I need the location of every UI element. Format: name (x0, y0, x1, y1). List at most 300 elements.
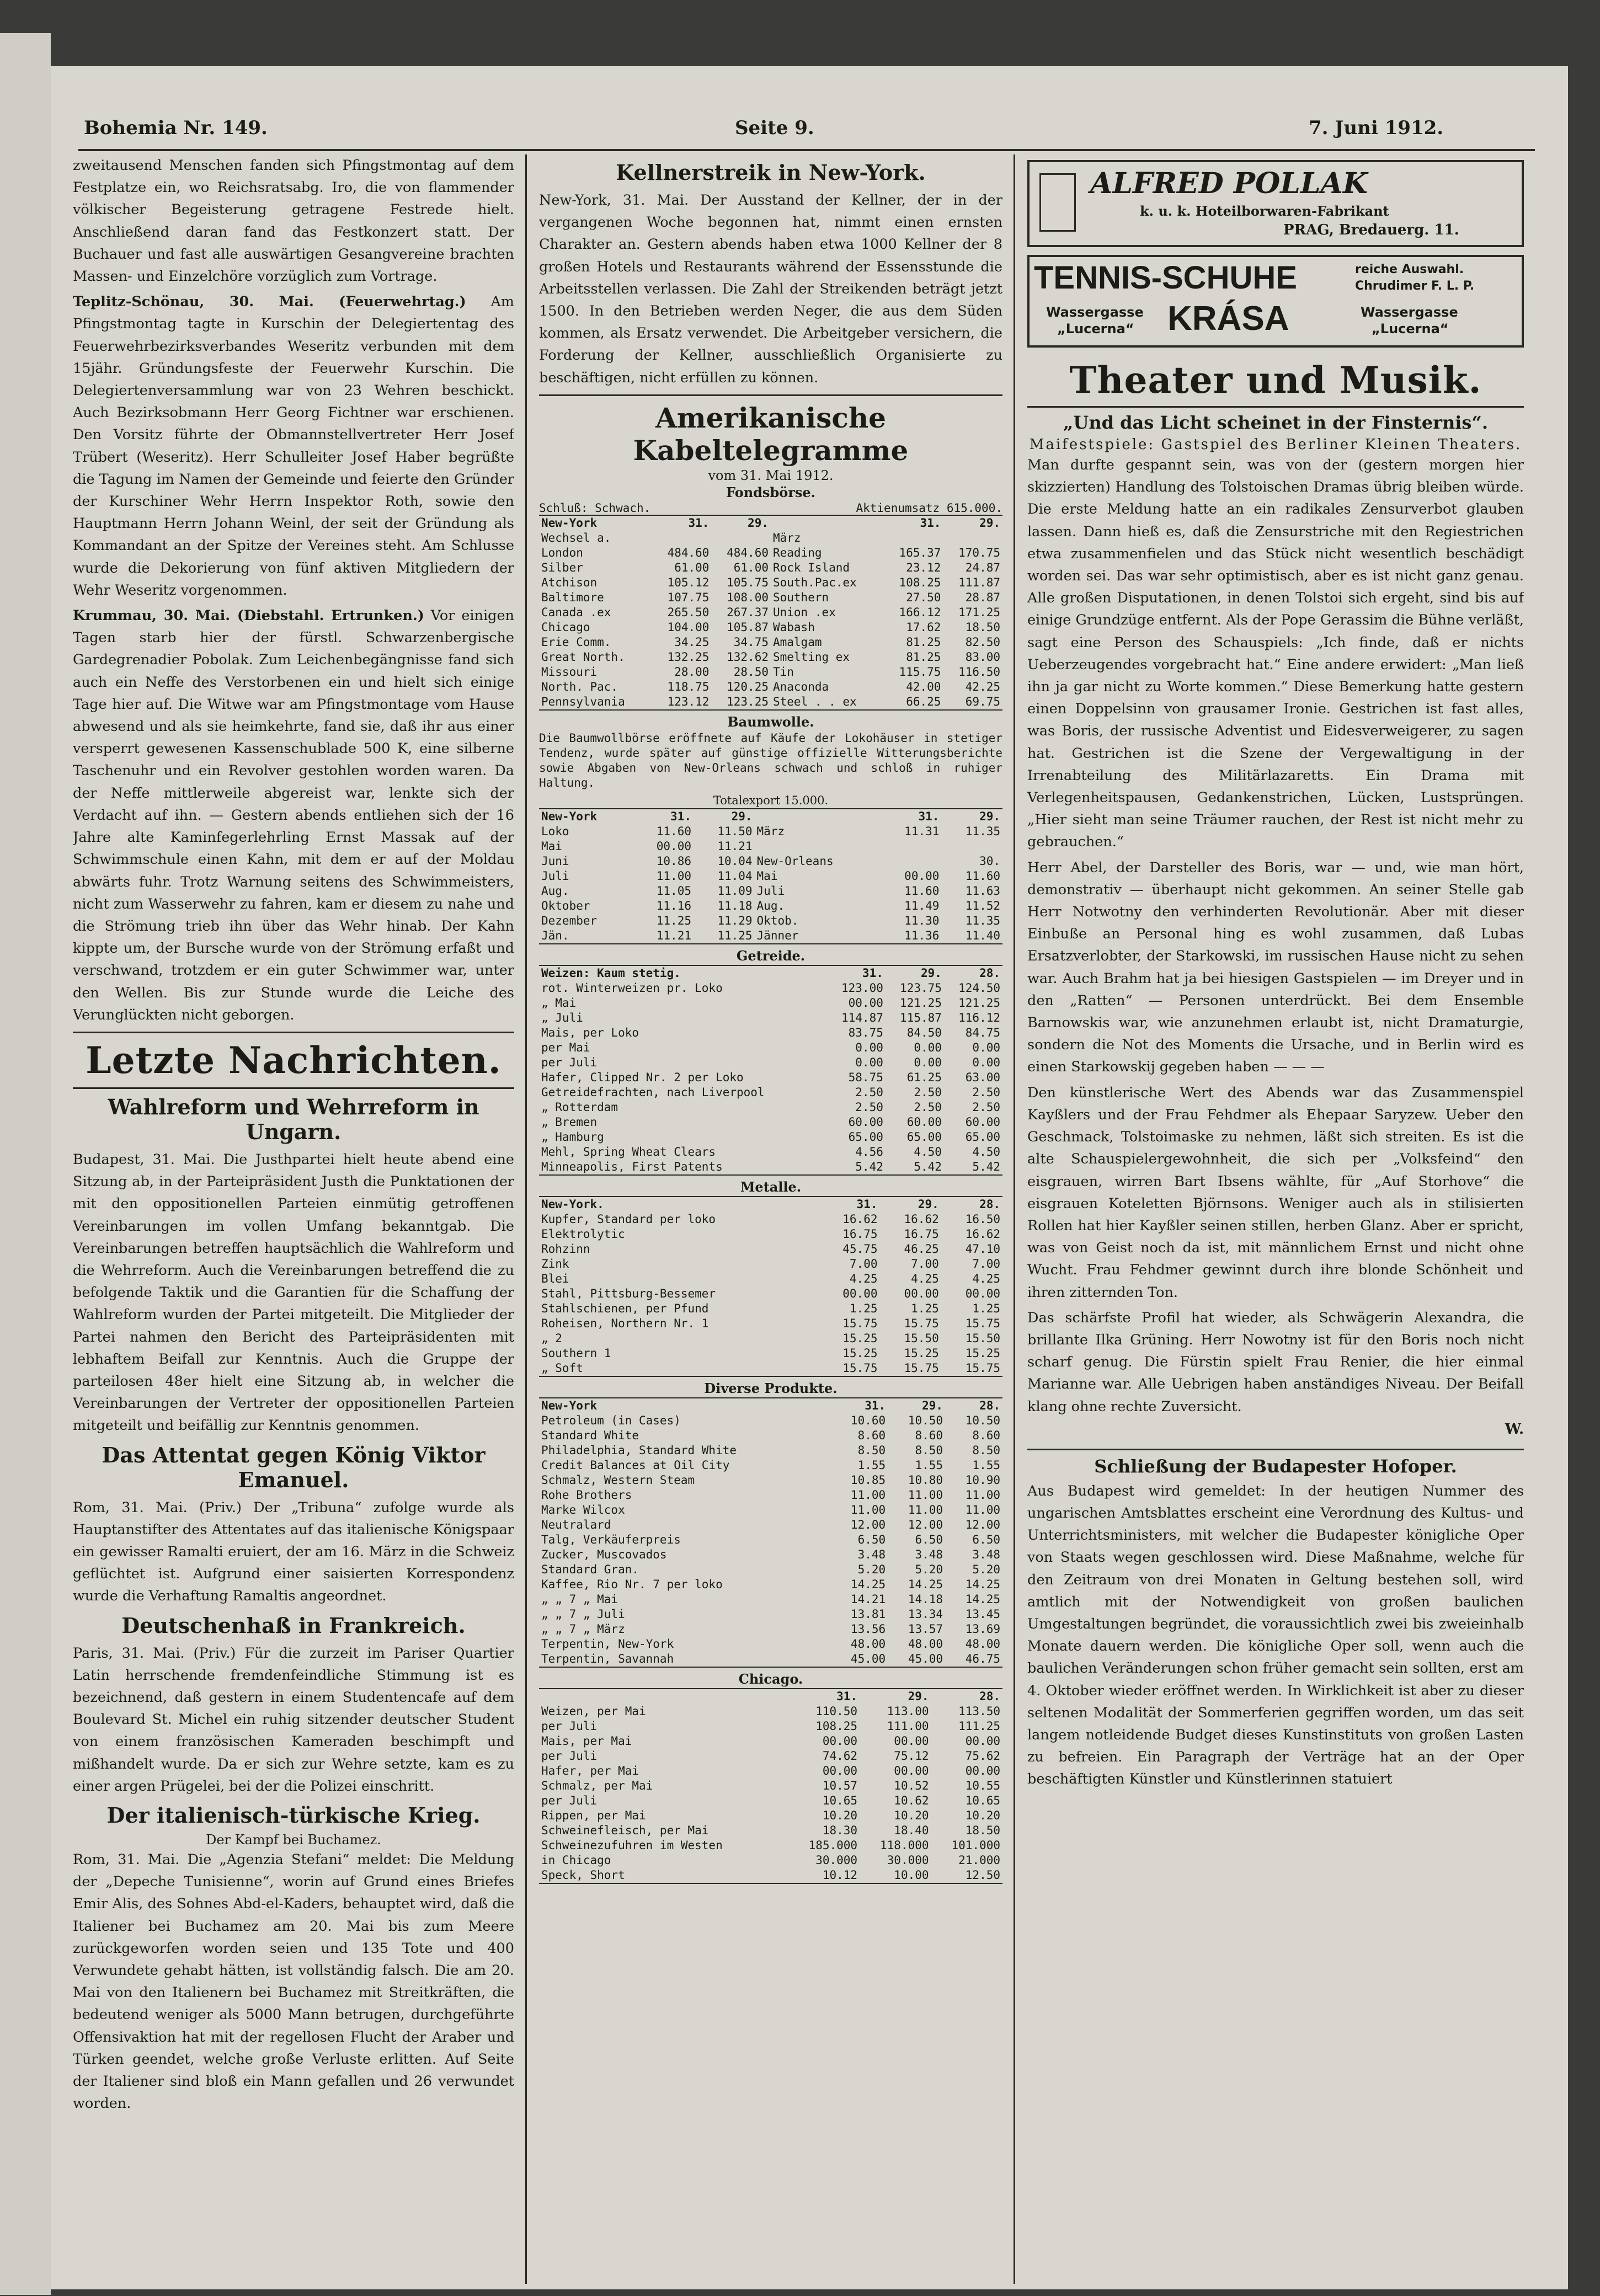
table-cell: 123.12 (667, 695, 710, 708)
table-cell: 18.30 (822, 1823, 858, 1837)
column-header: 28. (979, 1197, 1000, 1211)
row-label: Wechsel a. (541, 531, 611, 544)
table-row (539, 1488, 1002, 1503)
table-cell: 165.37 (899, 546, 941, 559)
table-cell: 84.75 (965, 1026, 1000, 1039)
table-cell: 18.50 (965, 620, 1000, 634)
row-label: „ Bremen (541, 1115, 598, 1129)
row-label: Atchison (541, 575, 598, 589)
row-label: Mai (756, 869, 778, 883)
table-cell: 8.50 (972, 1443, 1000, 1457)
table-cell: 132.25 (667, 650, 710, 664)
table-row (539, 1518, 1002, 1533)
row-label: Terpentin, Savannah (541, 1652, 674, 1665)
column-header: 29. (979, 516, 1000, 530)
ad-pollak-line3: PRAG, Bredauerg. 11. (1283, 222, 1459, 238)
table-cell: 123.00 (841, 981, 883, 995)
table-row (539, 1719, 1002, 1734)
row-label: New-Orleans (756, 854, 834, 868)
dateline: Krummau, 30. Mai. (Diebstahl. Ertrunken.) (73, 607, 424, 624)
section-rule (73, 1087, 514, 1089)
row-label: Rock Island (772, 560, 850, 574)
table-cell: 13.69 (965, 1622, 1000, 1636)
table-cell: 4.50 (914, 1145, 942, 1158)
row-label: „ „ 7 „ Mai (541, 1592, 618, 1606)
table-cell: 61.00 (733, 560, 769, 574)
row-label: Oktob. (756, 914, 799, 927)
table-cell: 15.50 (965, 1331, 1000, 1345)
table-cell: 5.20 (972, 1562, 1000, 1576)
column-header: 29. (920, 966, 942, 980)
column-header: 31. (920, 516, 941, 530)
table-cell: 11.60 (656, 824, 691, 838)
table-cell: 15.25 (904, 1346, 939, 1360)
table-row (539, 635, 1002, 650)
table-cell: 13.56 (850, 1622, 886, 1636)
table-cell: 4.56 (855, 1145, 883, 1158)
table-row (539, 1577, 1002, 1592)
row-label: Kupfer, Standard per loko (541, 1212, 716, 1226)
table-cell: 12.00 (908, 1518, 943, 1531)
table-cell (652, 531, 712, 546)
column-1 (73, 154, 514, 2284)
table-header-row (539, 1398, 1002, 1413)
table-cell: 5.42 (972, 1160, 1000, 1173)
table-cell: 00.00 (894, 1734, 929, 1748)
table-cell: 15.25 (842, 1331, 878, 1345)
ad-tennis-r2: Chrudimer F. L. P. (1355, 279, 1475, 293)
table-header-row (539, 1197, 1002, 1212)
column-header: Weizen: Kaum stetig. (541, 966, 681, 980)
row-label: Juni (541, 854, 569, 868)
table-cell: 0.00 (914, 1055, 942, 1069)
section-rule (1027, 1449, 1524, 1450)
table-cell: 1.55 (915, 1458, 943, 1472)
table-cell: 65.00 (906, 1130, 942, 1144)
table-cell: 8.60 (857, 1428, 886, 1442)
table-cell: 11.09 (717, 884, 753, 898)
table-cell: 10.85 (850, 1473, 886, 1487)
ad-tennis-l2: „Lucerna“ (1057, 321, 1134, 337)
table-cell: 11.49 (904, 899, 940, 912)
headline-kellnerstreik: Kellnerstreik in New-York. (616, 160, 926, 185)
table-cell: 111.25 (958, 1719, 1000, 1733)
table-cell: 11.60 (904, 884, 940, 898)
table-row (539, 680, 1002, 695)
table-cell: 10.00 (894, 1868, 929, 1882)
table-row (539, 1100, 1002, 1115)
table-fondsboerse (539, 515, 1002, 711)
column-header: 28. (979, 966, 1000, 980)
row-label: Zink (541, 1257, 569, 1270)
table-row (539, 996, 1002, 1011)
table-cell: 108.00 (727, 590, 769, 604)
table-cell: 65.00 (965, 1130, 1000, 1144)
table-cell: 1.25 (849, 1301, 878, 1315)
table-cell: 42.25 (965, 680, 1000, 693)
column-header: 31. (918, 809, 940, 823)
article-wahlreform: Budapest, 31. Mai. Die Justhpartei hielt heute abend eine Sitzung ab, in der Parteipräsident Justh die Punktationen der mit den oppositionellen Parteien einmütig getroffenen Vereinbarungen im vollen Umfang bekanntgab. Die Vereinbarungen betreffen hauptsächlich die Wahlreform und die Wehrreform. Auch die Vereinbarungen betreffend die zu befolgende Taktik und die Garantien für die Schaffung der Wahlreform wurden der Partei mitgeteilt. Die Mitglieder der Partei nahmen den Bericht des Parteipräsidenten mit lebhaftem Beifall zur Kenntnis. Auch die Gruppe der parteilosen 48er hielt eine Sitzung ab, in welcher die Vereinbarungen der Vertreter der oppositionellen Parteien mitgeteilt und beifällig zur Kenntnis genommen. (73, 1151, 514, 1434)
article-kellnerstreik: New-York, 31. Mai. Der Ausstand der Kellner, der in der vergangenen Woche begonnen hat, nimmt einen ernsten Charakter an. Gestern abends haben etwa 1000 Kellner der 8 großen Hotels und Restaurants während der Essensstunde die Arbeitsstellen verlassen. Die Zahl der Streikenden beträgt jetzt 1500. In den Betrieben werden Neger, die aus dem Süden kommen, als Ersatz verwendet. Die Arbeitgeber versichern, die Forderung der Kellner, ausschließlich Organisierte zu beschäftigen, nicht erfüllen zu können. (539, 192, 1002, 386)
table-row (539, 1503, 1002, 1518)
row-label: Chicago (541, 620, 590, 634)
column-header: 29. (922, 1398, 943, 1412)
row-label: Marke Wilcox (541, 1503, 625, 1517)
table-row (539, 1160, 1002, 1175)
row-label: per Mai (541, 1040, 590, 1054)
table-row (539, 1331, 1002, 1346)
crown-logo-icon (1039, 173, 1076, 232)
subsection-diverse: Diverse Produkte. (704, 1380, 838, 1396)
column-header: New-York. (541, 1197, 604, 1211)
table-cell: 47.10 (965, 1242, 1000, 1256)
table-cell: 16.62 (842, 1212, 878, 1226)
table-cell: 11.00 (908, 1503, 943, 1517)
row-label: Canada .ex (541, 605, 611, 619)
table-cell: 484.60 (727, 546, 769, 559)
table-row (539, 899, 1002, 914)
column-header: 28. (979, 1398, 1000, 1412)
row-label: Minneapolis, First Patents (541, 1160, 723, 1173)
table-cell: 120.25 (727, 680, 769, 693)
table-row (539, 1458, 1002, 1473)
table-cell: 15.75 (965, 1316, 1000, 1330)
table-cell: 14.25 (908, 1577, 943, 1591)
table-row (539, 1868, 1002, 1883)
column-header: 31. (862, 966, 883, 980)
table-cell: 101.000 (951, 1838, 1000, 1852)
table-cell: 23.12 (906, 560, 941, 574)
table-cell: 10.04 (717, 854, 753, 868)
table-row (539, 1622, 1002, 1637)
table-cell: 11.50 (717, 824, 753, 838)
section-rule (1027, 406, 1524, 408)
table-row (539, 1085, 1002, 1100)
column-header: 29. (731, 809, 753, 823)
table-cell: 11.40 (965, 928, 1000, 942)
ad-tennis-l1: Wassergasse (1046, 305, 1144, 320)
row-label: „ „ 7 „ März (541, 1622, 625, 1636)
table-cell: 28.87 (965, 590, 1000, 604)
table-cell: 123.25 (727, 695, 769, 708)
table-row (539, 695, 1002, 710)
row-label: „ 2 (541, 1331, 562, 1345)
table-cell: 34.75 (733, 635, 769, 649)
row-label: in Chicago (541, 1853, 611, 1867)
table-cell: 0.00 (972, 1055, 1000, 1069)
table-cell: 27.50 (906, 590, 941, 604)
table-cell: 24.87 (965, 560, 1000, 574)
table-cell: 0.00 (914, 1040, 942, 1054)
table-cell: 265.50 (667, 605, 710, 619)
row-label: Petroleum (in Cases) (541, 1413, 681, 1427)
table-cell: 121.25 (900, 996, 942, 1010)
table-cell: 124.50 (958, 981, 1000, 995)
row-label: Rohe Brothers (541, 1488, 632, 1502)
subsection-baumwolle: Baumwolle. (727, 713, 814, 730)
row-label: Aug. (756, 899, 785, 912)
table-row (539, 1145, 1002, 1160)
row-label: „ „ 7 „ Juli (541, 1607, 625, 1621)
table-cell: 3.48 (915, 1547, 943, 1561)
table-cell: 14.25 (850, 1577, 886, 1591)
table-cell: 7.00 (911, 1257, 939, 1270)
table-cell: 83.00 (965, 650, 1000, 664)
table-cell: 00.00 (965, 1734, 1000, 1748)
headline-deutschenhass: Deutschenhaß in Frankreich. (121, 1612, 466, 1638)
row-label: Standard Gran. (541, 1562, 639, 1576)
row-label: Jän. (541, 928, 569, 942)
table-cell: 84.50 (906, 1026, 942, 1039)
table-row (539, 1272, 1002, 1286)
table-cell: 10.20 (894, 1808, 929, 1822)
table-cell: 2.50 (914, 1085, 942, 1099)
table-cell: 28.50 (733, 665, 769, 679)
dateline: Teplitz-Schönau, 30. Mai. (Feuerwehrtag.) (73, 293, 466, 311)
table-cell: 114.87 (841, 1011, 883, 1024)
table-cell: 11.21 (717, 839, 753, 853)
row-label: North. Pac. (541, 680, 618, 693)
table-row (539, 1413, 1002, 1428)
table-cell: 13.57 (908, 1622, 943, 1636)
table-header-row (539, 515, 1002, 531)
row-label: Great North. (541, 650, 625, 664)
table-row (539, 1749, 1002, 1764)
table-row (539, 1637, 1002, 1652)
ad-krasa-title: KRÁSA (1167, 300, 1289, 338)
kabel-date: vom 31. Mai 1912. (708, 467, 834, 483)
row-label: Jänner (756, 928, 799, 942)
row-label: Southern (772, 590, 829, 604)
row-label: Kaffee, Rio Nr. 7 per loko (541, 1577, 723, 1591)
row-label: Juli (541, 869, 569, 883)
table-row (539, 1562, 1002, 1577)
table-cell (941, 839, 1002, 854)
table-cell: 81.25 (906, 650, 941, 664)
fonds-umsatz: Aktienumsatz 615.000. (856, 501, 1002, 515)
table-row (539, 1227, 1002, 1242)
row-label: Roheisen, Northern Nr. 1 (541, 1316, 709, 1330)
table-cell: 00.00 (656, 839, 691, 853)
table-cell: 10.50 (908, 1413, 943, 1427)
subheadline-maifestspiele: Maifestspiele: Gastspiel des Berliner Kleinen Theaters. (1029, 436, 1522, 453)
row-label: Dezember (541, 914, 598, 927)
table-cell: 0.00 (855, 1040, 883, 1054)
baumwolle-totalexport: Totalexport 15.000. (713, 793, 829, 807)
table-cell: 74.62 (822, 1749, 858, 1763)
table-header-row (539, 965, 1002, 981)
headline-kabeltelegramme: Amerikanische Kabeltelegramme (633, 401, 909, 467)
column-header: 29. (918, 1197, 939, 1211)
table-cell: 10.20 (965, 1808, 1000, 1822)
table-cell: 00.00 (842, 1286, 878, 1300)
row-label: Amalgam (772, 635, 822, 649)
table-cell: 10.86 (656, 854, 691, 868)
table-cell: 11.00 (965, 1488, 1000, 1502)
table-row (539, 869, 1002, 884)
table-cell: 111.00 (887, 1719, 929, 1733)
header-date: 7. Juni 1912. (1309, 117, 1444, 139)
review-paragraph-1: Man durfte gespannt sein, was von der (gestern morgen hier skizzierten) Handlung des Tolstoischen Dramas übrig bleiben würde. Die erste Meldung hatte an ein radikales Zensurverbot glauben lassen. Dann hieß es, daß die Zensurstriche mit den Regiestrichen etwa zusammenfielen und das Stück nicht wesentlich beschädigt worden sei. Das war sehr optimistisch, aber es ist nicht ganz genau. Alle großen Disputationen, in denen Tolstoi sich ergeht, sind bis auf einige Grundzüge entfernt. Als der Pope Gerassim die Bühne verläßt, sagt eine Person des Schauspiels: „Ich finde, daß er nichts Ueberzeugendes vorgebracht hat.“ Eine andere erwidert: „Man ließ ihn ja gar nicht zu Worte kommen.“ Diese Bemerkung hatte gestern einen Doppelsinn von grausamer Ironie. Gestrichen ist fast alles, was Boris, der russische Adventist und Eidesverweigerer, zu sagen hat. Gestrichen ist die Szene der Vergewaltigung in der Irrenabteilung des Militärlazaretts. Ein Drama mit Verlegenheitspausen, Gedankenstrichen, Lücken, Lustsprüngen. „Hier sieht man seine Träumer rauchen, der Rest ist nicht mehr zu gebrauchen.“ (1027, 457, 1524, 851)
ad-pollak-name: ALFRED POLLAK (1090, 167, 1368, 200)
table-cell: 12.00 (850, 1518, 886, 1531)
review-paragraph-3: Den künstlerische Wert des Abends war das Zusammenspiel Kayßlers und der Frau Fehdmer als Ehepaar Saryzew. Ueber den Geschmack, Tolstoimaske zu nehmen, läßt sich streiten. Es ist die alte Schauspielergewohnheit, die sich per „Volksfeind“ den eisgrauen, wirren Bart Ibsens wählte, für „Auf Storhove“ die eisgrauen Koteletten Björnsons. Weniger auch als in stilisierten Rollen hat hier Kayßler seinen stillen, herben Glanz. Aber er spricht, was von Geist noch da ist, mit männlichem Ernst und nicht ohne Wucht. Frau Fehdmer gewinnt durch ihre blonde Schönheit und ihren zitternden Ton. (1027, 1084, 1524, 1301)
review-paragraph-4: Das schärfste Profil hat wieder, als Schwägerin Alexandra, die brillante Ilka Grüning. Herr Nowotny ist für den Boris noch nicht scharf genug. Die Fürstin spielt Frau Renier, die hier einmal Marianne war. Alle Uebrigen haben anständiges Niveau. Der Beifall klang ohne rechte Zuversicht. (1027, 1309, 1524, 1415)
row-label: März (772, 531, 801, 544)
row-label: Mai (541, 839, 562, 853)
table-cell: 104.00 (667, 620, 710, 634)
table-row (539, 1793, 1002, 1808)
table-cell: 111.87 (958, 575, 1000, 589)
table-row (539, 1115, 1002, 1130)
table-cell: 5.42 (855, 1160, 883, 1173)
table-row (539, 560, 1002, 575)
table-cell: 16.62 (965, 1227, 1000, 1241)
row-label: Schweinefleisch, per Mai (541, 1823, 709, 1837)
table-row (539, 884, 1002, 899)
table-cell: 16.75 (842, 1227, 878, 1241)
table-cell: 108.25 (815, 1719, 858, 1733)
row-label: rot. Winterweizen pr. Loko (541, 981, 723, 995)
row-label: „ Rotterdam (541, 1100, 618, 1114)
table-cell: 11.04 (717, 869, 753, 883)
row-label: Tin (772, 665, 794, 679)
table-row (539, 854, 1002, 869)
row-label: Speck, Short (541, 1868, 625, 1882)
table-cell: 2.50 (972, 1085, 1000, 1099)
row-label: Neutralard (541, 1518, 611, 1531)
column-header: 31. (836, 1689, 858, 1703)
table-row (539, 1361, 1002, 1376)
table-cell: 46.25 (904, 1242, 939, 1256)
table-cell: 118.75 (667, 680, 710, 693)
row-label: Mehl, Spring Wheat Clears (541, 1145, 716, 1158)
table-cell: 30. (979, 854, 1000, 868)
row-label: „ Juli (541, 1011, 583, 1024)
table-cell: 1.25 (972, 1301, 1000, 1315)
table-cell: 83.75 (848, 1026, 883, 1039)
table-cell: 11.16 (656, 899, 691, 912)
table-row (539, 605, 1002, 620)
table-cell: 108.25 (899, 575, 941, 589)
table-cell: 10.65 (822, 1793, 858, 1807)
table-cell: 115.75 (899, 665, 941, 679)
table-cell: 10.12 (822, 1868, 858, 1882)
row-label: Rippen, per Mai (541, 1808, 646, 1822)
table-cell: 4.25 (849, 1272, 878, 1285)
table-cell: 60.00 (965, 1115, 1000, 1129)
row-label: London (541, 546, 583, 559)
section-rule (73, 1032, 514, 1033)
table-row (539, 1853, 1002, 1868)
row-label: Mais, per Loko (541, 1026, 639, 1039)
row-label: Philadelphia, Standard White (541, 1443, 737, 1457)
table-cell: 46.75 (965, 1652, 1000, 1665)
table-cell: 2.50 (855, 1085, 883, 1099)
row-label: Oktober (541, 899, 590, 912)
row-label: Missouri (541, 665, 598, 679)
column-3 (1027, 154, 1524, 2284)
table-cell: 58.75 (848, 1070, 883, 1084)
table-cell: 7.00 (849, 1257, 878, 1270)
table-cell: 00.00 (965, 1286, 1000, 1300)
row-label: Getreidefrachten, nach Liverpool (541, 1085, 765, 1099)
table-cell: 00.00 (965, 1764, 1000, 1777)
table-row (539, 1808, 1002, 1823)
row-label: Talg, Verkäuferpreis (541, 1533, 681, 1546)
table-row (539, 575, 1002, 590)
table-row (539, 1316, 1002, 1331)
table-row (539, 1443, 1002, 1458)
row-label: Blei (541, 1272, 569, 1285)
row-label: Erie Comm. (541, 635, 611, 649)
table-cell: 5.20 (915, 1562, 943, 1576)
table-baumwolle (539, 808, 1002, 944)
table-cell: 11.25 (717, 928, 753, 942)
table-cell: 34.25 (674, 635, 710, 649)
table-cell: 10.65 (965, 1793, 1000, 1807)
table-cell: 48.00 (850, 1637, 886, 1651)
table-cell: 0.00 (972, 1040, 1000, 1054)
table-row (539, 1428, 1002, 1443)
table-cell: 81.25 (906, 635, 941, 649)
table-cell: 11.00 (908, 1488, 943, 1502)
table-cell (881, 854, 942, 869)
row-label: South.Pac.ex (772, 575, 857, 589)
table-row (539, 1257, 1002, 1272)
table-cell: 113.00 (887, 1704, 929, 1718)
ad-tennis-r4: „Lucerna“ (1372, 321, 1449, 337)
table-cell: 10.20 (822, 1808, 858, 1822)
table-cell: 110.50 (815, 1704, 858, 1718)
table-cell: 48.00 (965, 1637, 1000, 1651)
table-cell: 10.55 (965, 1779, 1000, 1792)
article-festival-continued: zweitausend Menschen fanden sich Pfingstmontag auf dem Festplatze ein, wo Reichsratsabg. Iro, die von flammender völkischer Begeisterung getragene Festrede hielt. Anschließend daran fand das Festkonzert statt. Der Buchauer und fast alle auswärtigen Gesangvereine brachten Massen- und Einzelchöre vorzüglich zum Vortrage. (73, 157, 514, 285)
table-cell: 15.75 (842, 1316, 878, 1330)
table-cell: 8.60 (915, 1428, 943, 1442)
table-cell: 21.000 (958, 1853, 1000, 1867)
table-cell: 6.50 (857, 1533, 886, 1546)
table-cell: 45.00 (908, 1652, 943, 1665)
table-cell: 14.21 (850, 1592, 886, 1606)
table-cell: 1.55 (972, 1458, 1000, 1472)
table-cell: 10.50 (965, 1413, 1000, 1427)
column-2 (539, 154, 1002, 2284)
table-row (539, 1734, 1002, 1749)
table-cell: 11.00 (850, 1488, 886, 1502)
table-cell: 60.00 (906, 1115, 942, 1129)
table-cell: 2.50 (972, 1100, 1000, 1114)
row-label: Credit Balances at Oil City (541, 1458, 730, 1472)
column-header: 31. (865, 1398, 886, 1412)
table-cell: 00.00 (904, 1286, 939, 1300)
table-row (539, 1764, 1002, 1779)
row-label: per Juli (541, 1719, 598, 1733)
table-cell: 45.75 (842, 1242, 878, 1256)
table-cell: 118.000 (880, 1838, 929, 1852)
table-cell: 11.29 (717, 914, 753, 927)
table-row (539, 1779, 1002, 1793)
row-label: per Juli (541, 1055, 598, 1069)
table-cell: 3.48 (857, 1547, 886, 1561)
row-label: Mais, per Mai (541, 1734, 632, 1748)
row-label: Schmalz, per Mai (541, 1779, 653, 1792)
table-cell: 11.00 (656, 869, 691, 883)
column-header: New-York (541, 1398, 598, 1412)
table-cell: 7.00 (972, 1257, 1000, 1270)
section-rule (539, 394, 1002, 396)
table-cell: 61.25 (906, 1070, 942, 1084)
